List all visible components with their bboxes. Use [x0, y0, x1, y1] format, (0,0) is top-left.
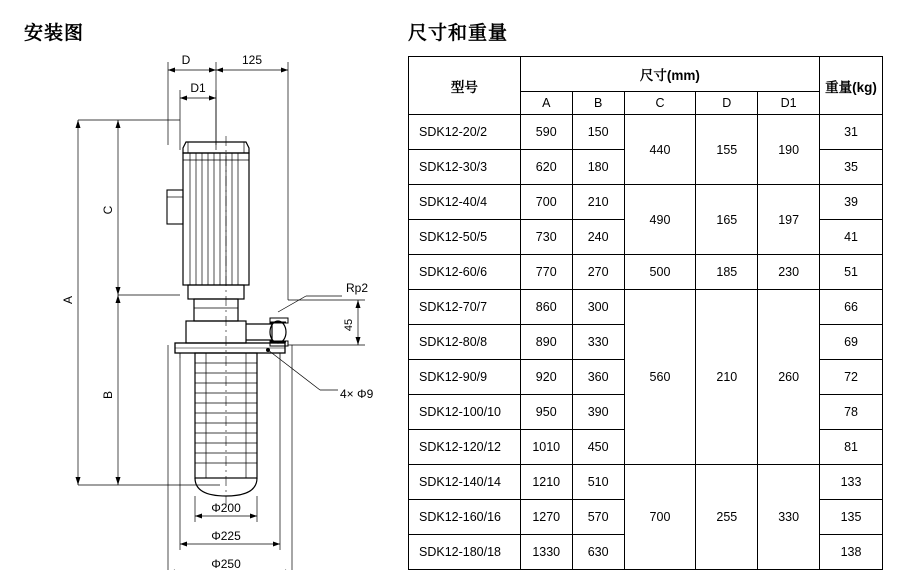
cell-model: SDK12-100/10 [409, 395, 521, 430]
cell-a: 770 [520, 255, 572, 290]
dimensions-weight-table [408, 56, 883, 570]
cell-b: 270 [572, 255, 624, 290]
cell-a: 730 [520, 220, 572, 255]
dimensions-weight-title: 尺寸和重量 [408, 23, 509, 44]
th-d: D [696, 92, 758, 115]
cell-weight: 41 [820, 220, 883, 255]
installation-drawing [20, 50, 390, 570]
table-row [409, 185, 883, 220]
cell-d: 155 [696, 115, 758, 185]
cell-weight: 72 [820, 360, 883, 395]
cell-c: 440 [624, 115, 696, 185]
installation-drawing-title: 安装图 [24, 23, 85, 44]
cell-b: 210 [572, 185, 624, 220]
label-d1: D1 [190, 81, 206, 95]
label-45: 45 [343, 318, 355, 332]
cell-model: SDK12-160/16 [409, 500, 521, 535]
cell-weight: 133 [820, 465, 883, 500]
th-c: C [624, 92, 696, 115]
cell-weight: 39 [820, 185, 883, 220]
cell-c: 560 [624, 290, 696, 465]
cell-a: 620 [520, 150, 572, 185]
cell-weight: 66 [820, 290, 883, 325]
cell-b: 240 [572, 220, 624, 255]
cell-a: 890 [520, 325, 572, 360]
cell-b: 570 [572, 500, 624, 535]
cell-model: SDK12-30/3 [409, 150, 521, 185]
cell-d1: 190 [758, 115, 820, 185]
cell-d: 210 [696, 290, 758, 465]
label-rp2: Rp2 [346, 281, 369, 295]
cell-model: SDK12-20/2 [409, 115, 521, 150]
cell-b: 390 [572, 395, 624, 430]
cell-model: SDK12-140/14 [409, 465, 521, 500]
cell-d1: 197 [758, 185, 820, 255]
cell-weight: 135 [820, 500, 883, 535]
cell-weight: 31 [820, 115, 883, 150]
label-a: A [61, 295, 75, 305]
label-b: B [101, 390, 115, 400]
cell-model: SDK12-60/6 [409, 255, 521, 290]
table-row [409, 115, 883, 150]
table-row [409, 290, 883, 325]
spec-table-container [408, 56, 883, 570]
cell-a: 590 [520, 115, 572, 150]
cell-b: 180 [572, 150, 624, 185]
label-c: C [101, 205, 115, 215]
cell-weight: 51 [820, 255, 883, 290]
cell-model: SDK12-80/8 [409, 325, 521, 360]
th-b: B [572, 92, 624, 115]
cell-d: 255 [696, 465, 758, 570]
label-holes: 4× Φ9 [340, 387, 374, 401]
label-phi250: Φ250 [211, 557, 241, 570]
th-weight: 重量(kg) [820, 57, 883, 115]
cell-a: 1210 [520, 465, 572, 500]
table-row [409, 465, 883, 500]
cell-weight: 78 [820, 395, 883, 430]
cell-c: 490 [624, 185, 696, 255]
cell-weight: 138 [820, 535, 883, 570]
cell-b: 360 [572, 360, 624, 395]
cell-model: SDK12-120/12 [409, 430, 521, 465]
cell-a: 950 [520, 395, 572, 430]
cell-model: SDK12-180/18 [409, 535, 521, 570]
th-dims-group: 尺寸(mm) [520, 57, 819, 92]
cell-weight: 69 [820, 325, 883, 360]
cell-a: 920 [520, 360, 572, 395]
table-header-row-1 [409, 57, 883, 92]
cell-a: 1330 [520, 535, 572, 570]
cell-model: SDK12-90/9 [409, 360, 521, 395]
cell-b: 300 [572, 290, 624, 325]
cell-d1: 330 [758, 465, 820, 570]
cell-a: 860 [520, 290, 572, 325]
table-row [409, 255, 883, 290]
cell-d1: 230 [758, 255, 820, 290]
cell-a: 1010 [520, 430, 572, 465]
cell-c: 700 [624, 465, 696, 570]
cell-d: 185 [696, 255, 758, 290]
cell-c: 500 [624, 255, 696, 290]
cell-b: 630 [572, 535, 624, 570]
label-phi225: Φ225 [211, 529, 241, 543]
cell-b: 150 [572, 115, 624, 150]
label-phi200: Φ200 [211, 501, 241, 515]
cell-model: SDK12-40/4 [409, 185, 521, 220]
cell-d: 165 [696, 185, 758, 255]
th-d1: D1 [758, 92, 820, 115]
cell-weight: 35 [820, 150, 883, 185]
cell-b: 330 [572, 325, 624, 360]
cell-a: 700 [520, 185, 572, 220]
label-125: 125 [241, 53, 263, 67]
cell-a: 1270 [520, 500, 572, 535]
cell-weight: 81 [820, 430, 883, 465]
cell-b: 510 [572, 465, 624, 500]
cell-b: 450 [572, 430, 624, 465]
cell-model: SDK12-50/5 [409, 220, 521, 255]
label-d: D [181, 53, 191, 67]
th-model: 型号 [409, 57, 521, 115]
th-a: A [520, 92, 572, 115]
cell-model: SDK12-70/7 [409, 290, 521, 325]
cell-d1: 260 [758, 290, 820, 465]
